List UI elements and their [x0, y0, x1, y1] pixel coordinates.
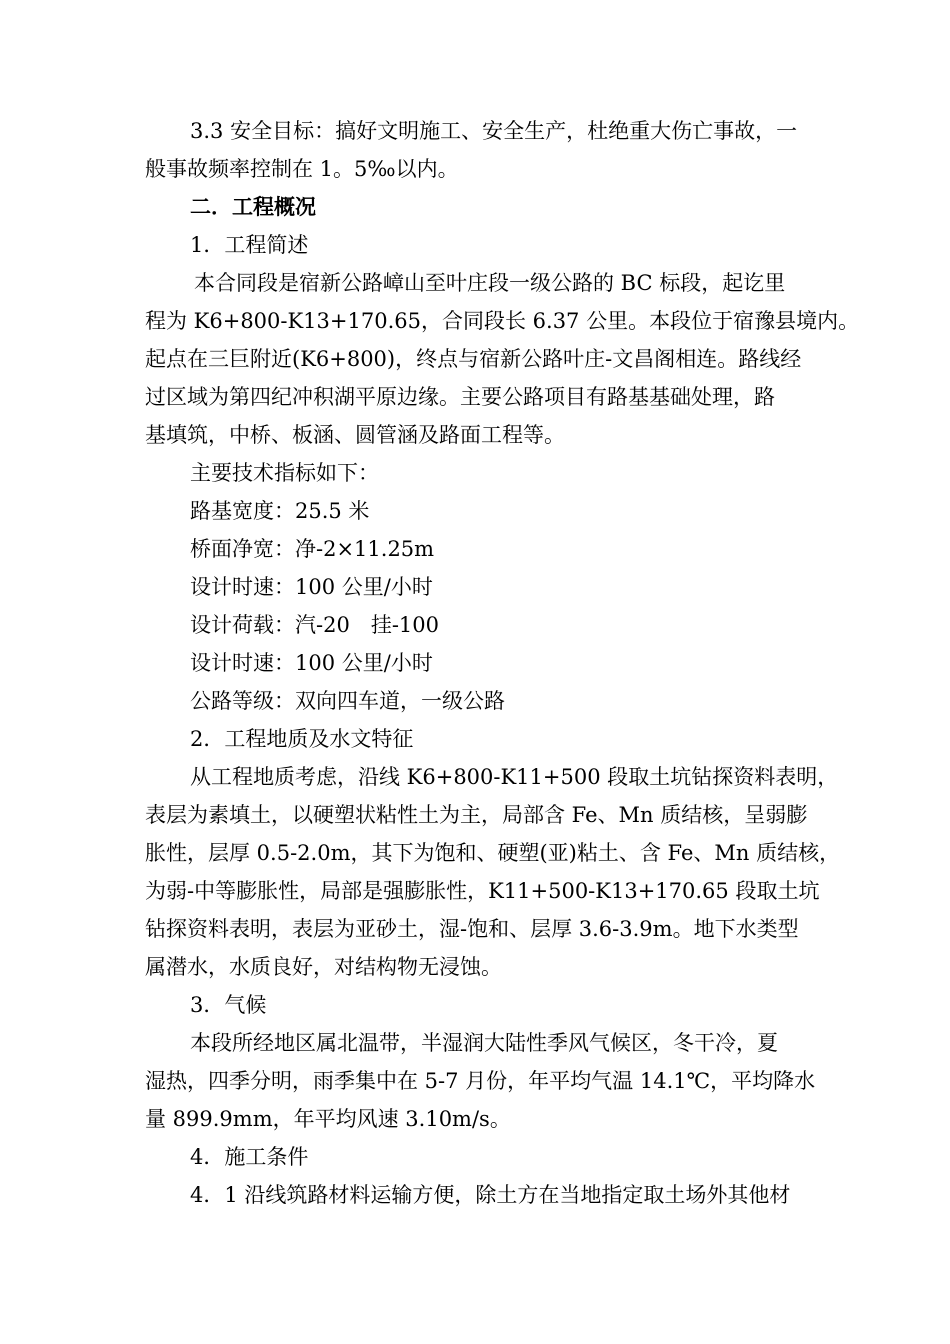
- spec-item: 公路等级：双向四车道，一级公路: [190, 689, 505, 713]
- overview-heading: 1．工程简述: [190, 233, 309, 257]
- overview-paragraph-line: 本合同段是宿新公路嶂山至叶庄段一级公路的 BC 标段，起讫里: [194, 271, 786, 295]
- geology-paragraph-line: 从工程地质考虑，沿线 K6+800-K11+500 段取土坑钻探资料表明，: [190, 765, 839, 789]
- geology-paragraph-line: 为弱-中等膨胀性，局部是强膨胀性，K11+500-K13+170.65 段取土坑: [145, 879, 820, 903]
- spec-item: 路基宽度：25.5 米: [190, 499, 370, 523]
- overview-paragraph-line: 过区域为第四纪冲积湖平原边缘。主要公路项目有路基基础处理，路: [145, 385, 775, 409]
- construction-paragraph-line: 4．1 沿线筑路材料运输方便，除土方在当地指定取土场外其他材: [190, 1183, 791, 1207]
- overview-paragraph-line: 起点在三巨附近(K6+800)，终点与宿新公路叶庄-文昌阁相连。路线经: [145, 347, 802, 371]
- climate-paragraph-line: 湿热，四季分明，雨季集中在 5-7 月份，年平均气温 14.1℃，平均降水: [145, 1069, 816, 1093]
- overview-paragraph-line: 程为 K6+800-K13+170.65，合同段长 6.37 公里。本段位于宿豫县境内。: [145, 309, 860, 333]
- safety-goal-line-1: 3.3 安全目标：搞好文明施工、安全生产，杜绝重大伤亡事故，一: [190, 119, 798, 143]
- climate-heading: 3．气候: [190, 993, 267, 1017]
- geology-paragraph-line: 胀性，层厚 0.5-2.0m，其下为饱和、硬塑(亚)粘土、含 Fe、Mn 质结核，: [145, 841, 841, 865]
- climate-paragraph-line: 量 899.9mm，年平均风速 3.10m/s。: [145, 1107, 511, 1131]
- geology-paragraph-line: 表层为素填土，以硬塑状粘性土为主，局部含 Fe、Mn 质结核，呈弱膨: [145, 803, 808, 827]
- construction-heading: 4．施工条件: [190, 1145, 309, 1169]
- geology-paragraph-line: 属潜水，水质良好，对结构物无浸蚀。: [145, 955, 502, 979]
- tech-specs-intro: 主要技术指标如下：: [190, 461, 379, 485]
- spec-item: 设计时速：100 公里/小时: [190, 575, 433, 599]
- spec-item: 桥面净宽：净-2×11.25m: [190, 537, 435, 561]
- geology-heading: 2．工程地质及水文特征: [190, 727, 414, 751]
- overview-paragraph-line: 基填筑，中桥、板涵、圆管涵及路面工程等。: [145, 423, 565, 447]
- safety-goal-line-2: 般事故频率控制在 1。5‰以内。: [145, 157, 459, 181]
- spec-item: 设计时速：100 公里/小时: [190, 651, 433, 675]
- section-2-heading: 二．工程概况: [190, 194, 316, 219]
- climate-paragraph-line: 本段所经地区属北温带，半湿润大陆性季风气候区，冬干冷，夏: [190, 1031, 778, 1055]
- spec-item: 设计荷载：汽-20 挂-100: [190, 613, 439, 637]
- document-page: [145, 112, 860, 1214]
- geology-paragraph-line: 钻探资料表明，表层为亚砂土，湿-饱和、层厚 3.6-3.9m。地下水类型: [145, 917, 799, 941]
